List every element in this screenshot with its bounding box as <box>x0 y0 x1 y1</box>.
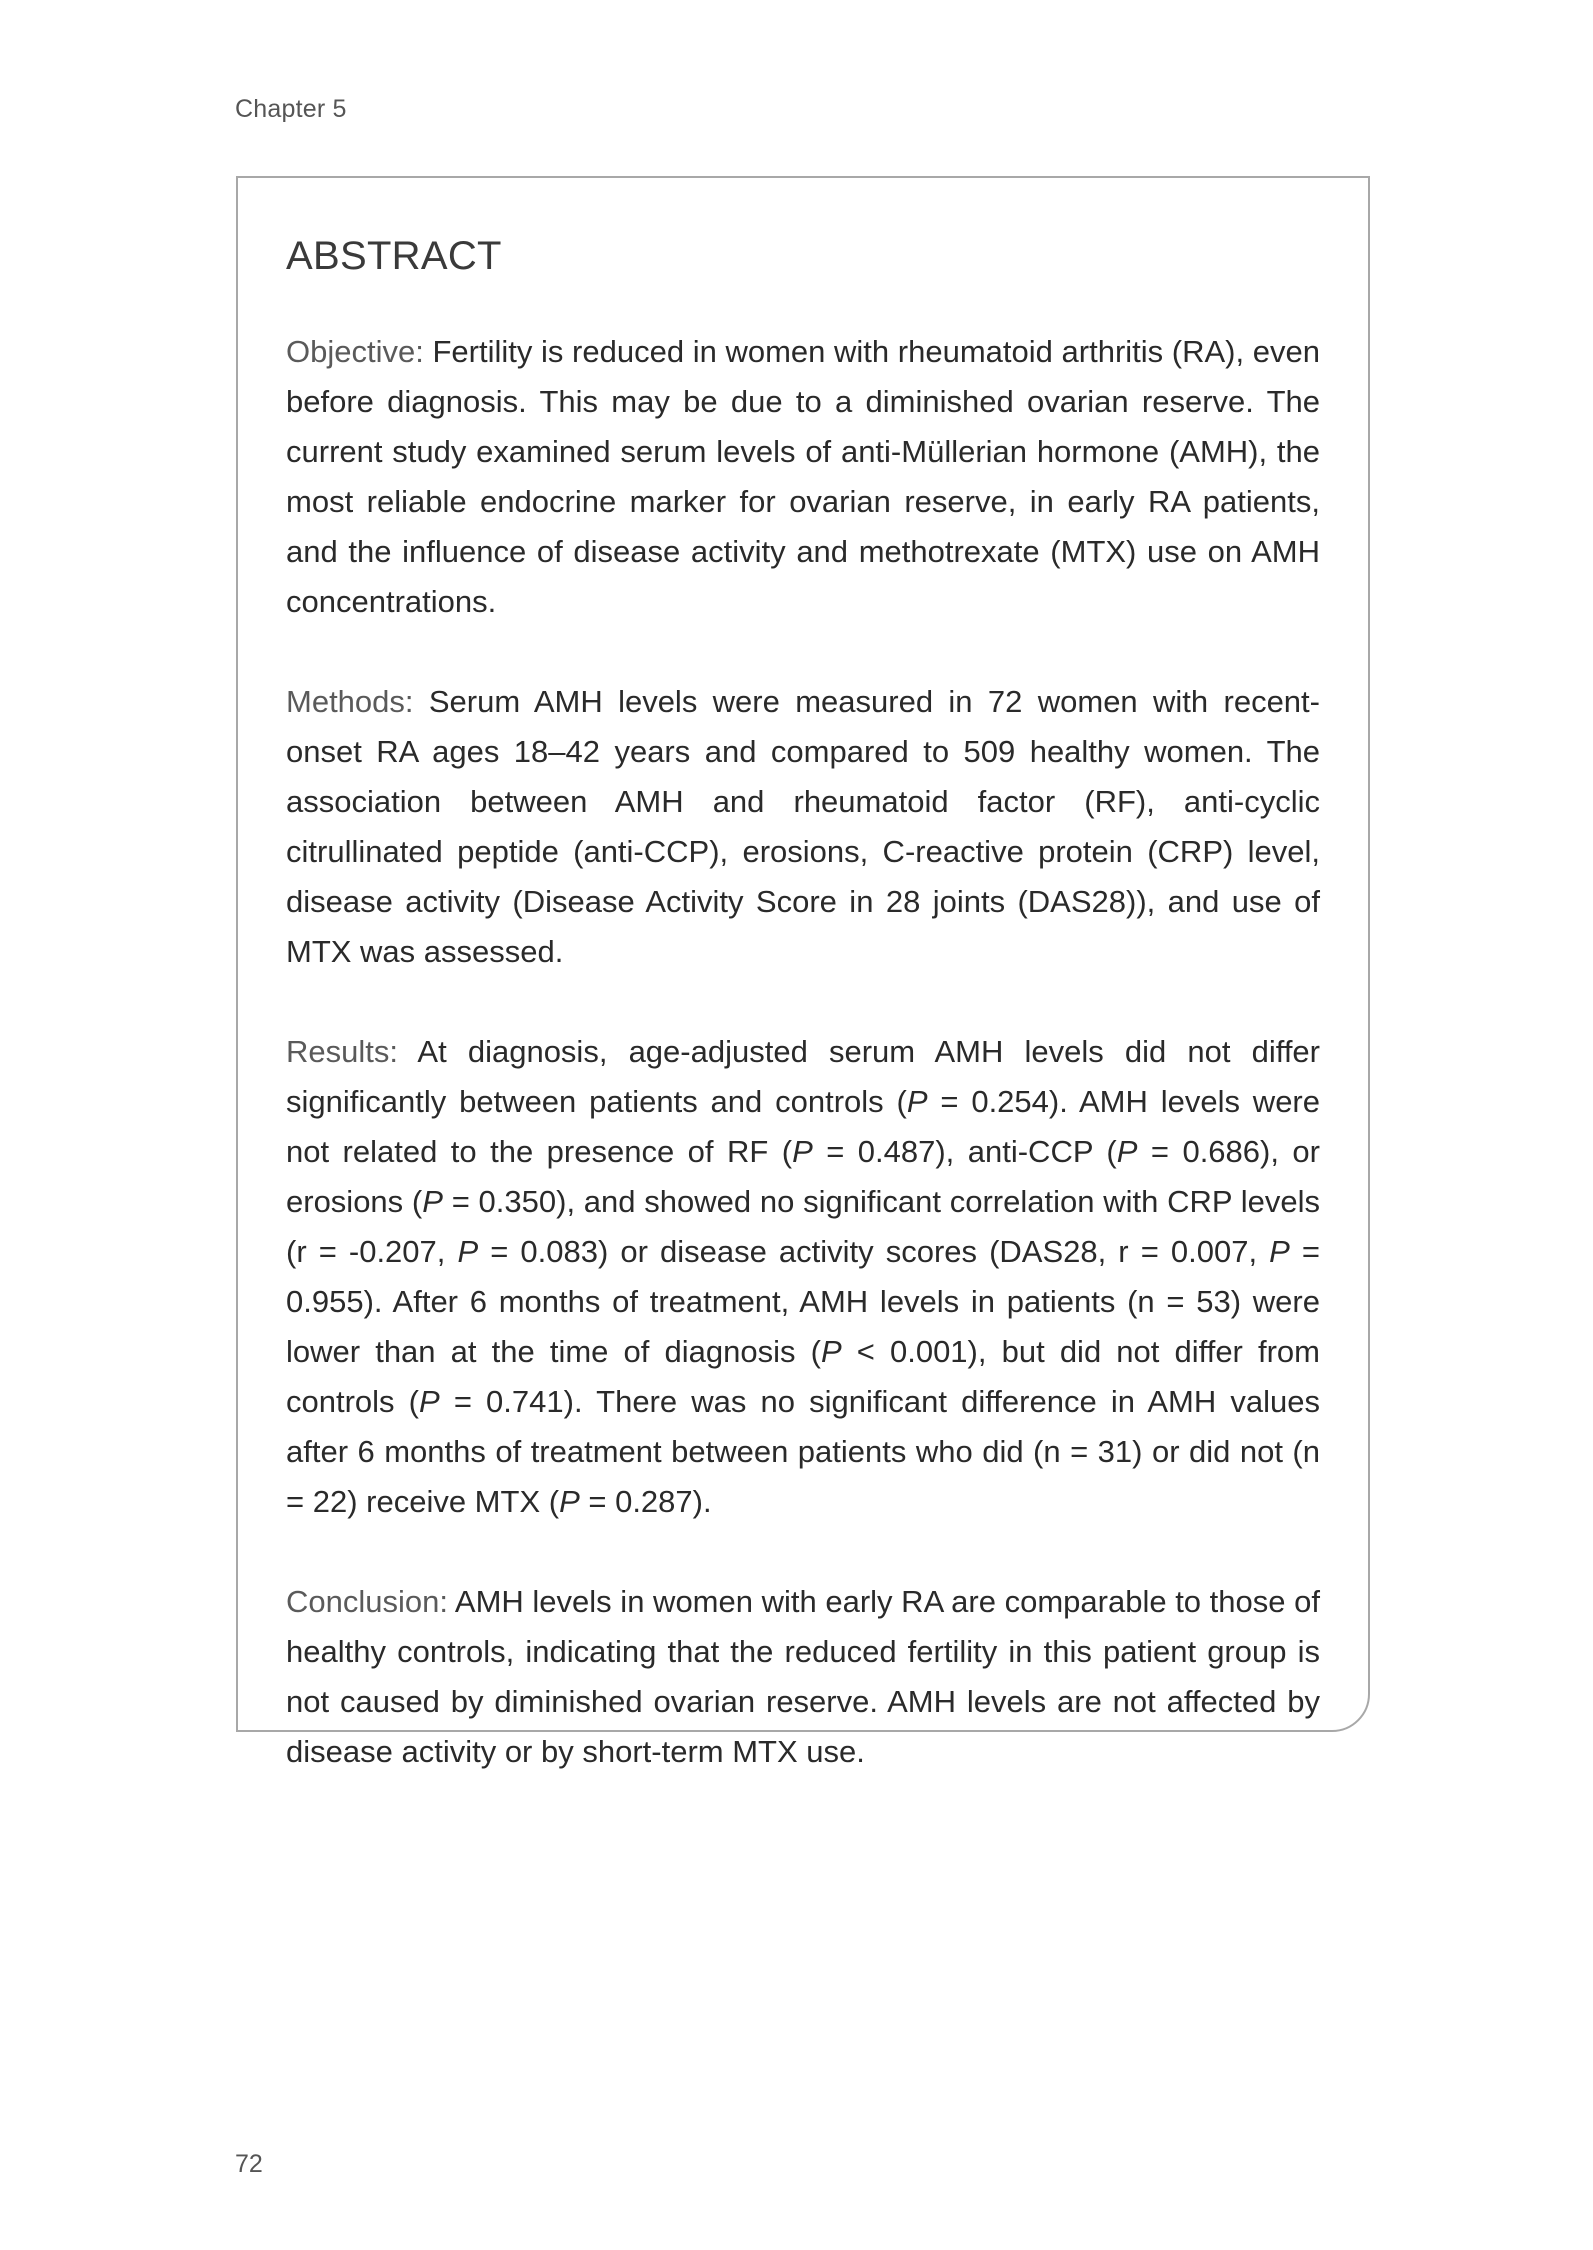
results-text-segment: = 0.083) or disease activity scores (DAS28, r = 0.007, <box>478 1234 1270 1269</box>
p-value-symbol: P <box>906 1084 928 1119</box>
p-value-symbol: P <box>792 1134 813 1169</box>
results-text-segment: = 0.686), or erosions ( <box>286 1134 1320 1219</box>
objective-label: Objective: <box>286 334 424 369</box>
results-text-segment: = 0.287). <box>579 1484 712 1519</box>
results-text-segment: At diagnosis, age-adjusted serum AMH levels did not differ significantly between patients and controls ( <box>286 1034 1321 1119</box>
p-value-symbol: P <box>419 1384 440 1419</box>
abstract-title: ABSTRACT <box>286 234 502 278</box>
results-section <box>286 1027 1320 1527</box>
objective-section <box>286 327 1320 627</box>
p-value-symbol: P <box>422 1184 443 1219</box>
p-value-symbol: P <box>1269 1234 1290 1269</box>
methods-section <box>286 677 1320 977</box>
methods-label: Methods: <box>286 684 414 719</box>
p-value-symbol: P <box>820 1334 842 1369</box>
p-value-symbol: P <box>457 1234 479 1269</box>
page-number: 72 <box>235 2150 263 2178</box>
conclusion-label: Conclusion: <box>286 1584 448 1619</box>
abstract-box <box>236 176 1370 1769</box>
results-text-segment: = 0.741). There was no significant difference in AMH values after 6 months of treatment between patients who did (n = 31) or did not (n = 22) receive MTX ( <box>286 1384 1320 1519</box>
results-text-segment: < 0.001), but did not differ from controls ( <box>286 1334 1320 1419</box>
running-header: Chapter 5 <box>235 95 347 123</box>
objective-text: Fertility is reduced in women with rheumatoid arthritis (RA), even before diagnosis. This may be due to a diminished ovarian reserve. The current study examined serum levels of anti-Müllerian hormone (AMH), the most reliable endocrine marker for ovarian reserve, in early RA patients, and the influence of disease activity and methotrexate (MTX) use on AMH concentrations. <box>286 334 1320 619</box>
results-text <box>286 1034 1320 1519</box>
results-text-segment: = 0.487), anti-CCP ( <box>812 1134 1117 1169</box>
conclusion-section <box>286 1577 1320 1777</box>
results-text-segment: = 0.254). AMH levels were not related to the presence of RF ( <box>286 1084 1320 1169</box>
results-text-segment: = 0.350), and showed no significant correlation with CRP levels (r = -0.207, <box>286 1184 1320 1269</box>
p-value-symbol: P <box>1116 1134 1138 1169</box>
results-text-segment: = 0.955). After 6 months of treatment, AMH levels in patients (n = 53) were lower than at the time of diagnosis ( <box>286 1234 1320 1369</box>
conclusion-text: AMH levels in women with early RA are comparable to those of healthy controls, indicating that the reduced fertility in this patient group is not caused by diminished ovarian reserve. AMH levels are not affected by disease activity or by short-term MTX use. <box>286 1584 1320 1769</box>
results-label: Results: <box>286 1034 398 1069</box>
p-value-symbol: P <box>559 1484 580 1519</box>
methods-text: Serum AMH levels were measured in 72 women with recent-onset RA ages 18–42 years and compared to 509 healthy women. The association between AMH and rheumatoid factor (RF), anti-cyclic citrullinated peptide (anti-CCP), erosions, C-reactive protein (CRP) level, disease activity (Disease Activity Score in 28 joints (DAS28)), and use of MTX was assessed. <box>286 684 1320 969</box>
